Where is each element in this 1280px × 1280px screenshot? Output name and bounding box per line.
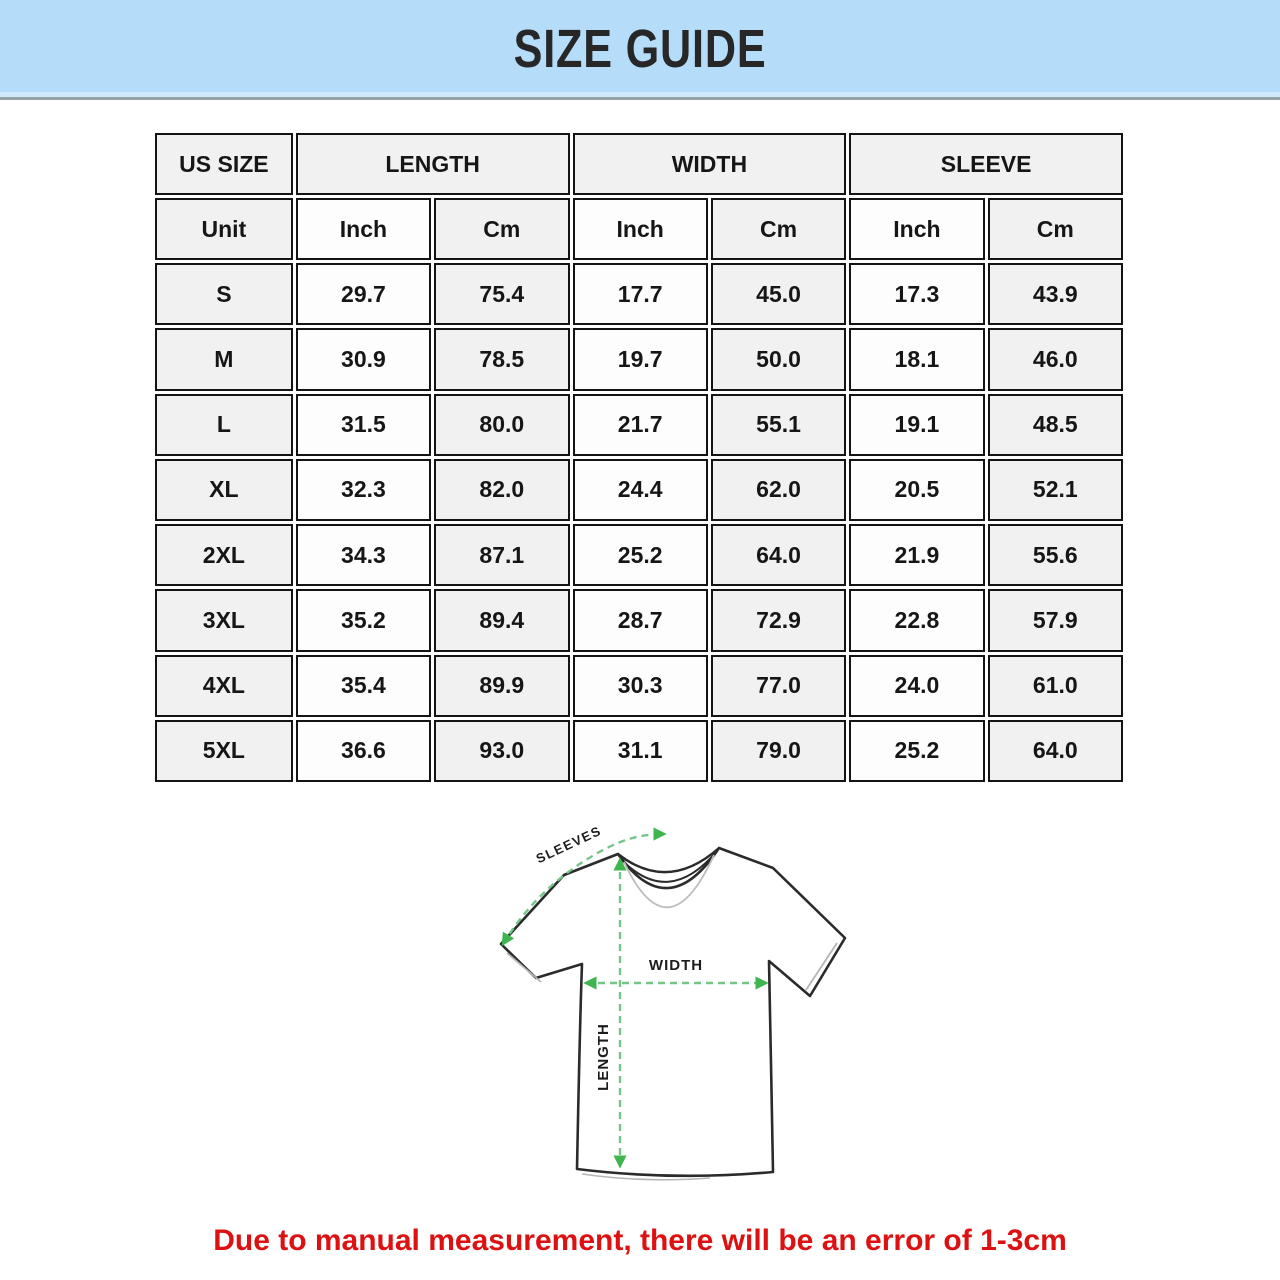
measurement-cell: 55.1	[711, 394, 846, 456]
measurement-cell: 80.0	[434, 394, 569, 456]
unit-cell: Cm	[988, 198, 1123, 260]
table-row-xl	[155, 459, 1123, 521]
measurement-cell: 17.7	[573, 263, 708, 325]
measurement-cell: 48.5	[988, 394, 1123, 456]
unit-cell: Cm	[434, 198, 569, 260]
measurement-cell: 24.4	[573, 459, 708, 521]
length-label: LENGTH	[595, 1023, 612, 1091]
table-header-row	[155, 133, 1123, 195]
unit-row	[155, 198, 1123, 260]
unit-cell: Cm	[711, 198, 846, 260]
measurement-cell: 55.6	[988, 524, 1123, 586]
measurement-cell: 19.1	[849, 394, 984, 456]
unit-cell: Inch	[296, 198, 431, 260]
size-cell: L	[155, 394, 293, 456]
measurement-cell: 24.0	[849, 655, 984, 717]
measurement-cell: 36.6	[296, 720, 431, 782]
measurement-cell: 93.0	[434, 720, 569, 782]
measurement-cell: 79.0	[711, 720, 846, 782]
header-sleeve: SLEEVE	[849, 133, 1123, 195]
measurement-cell: 21.9	[849, 524, 984, 586]
size-cell: 3XL	[155, 589, 293, 651]
measurement-cell: 35.4	[296, 655, 431, 717]
page-title: SIZE GUIDE	[513, 18, 767, 79]
header-width: WIDTH	[573, 133, 847, 195]
measurement-cell: 87.1	[434, 524, 569, 586]
measurement-cell: 22.8	[849, 589, 984, 651]
measurement-cell: 31.5	[296, 394, 431, 456]
measurement-cell: 25.2	[573, 524, 708, 586]
measurement-cell: 62.0	[711, 459, 846, 521]
size-cell: S	[155, 263, 293, 325]
header-us-size: US SIZE	[155, 133, 293, 195]
measurement-cell: 43.9	[988, 263, 1123, 325]
measurement-cell: 34.3	[296, 524, 431, 586]
measurement-cell: 19.7	[573, 328, 708, 390]
measurement-cell: 18.1	[849, 328, 984, 390]
table-row-2xl	[155, 524, 1123, 586]
size-cell: 2XL	[155, 524, 293, 586]
measurement-cell: 32.3	[296, 459, 431, 521]
measurement-cell: 52.1	[988, 459, 1123, 521]
measurement-cell: 45.0	[711, 263, 846, 325]
size-guide-banner	[0, 0, 1280, 100]
size-cell: M	[155, 328, 293, 390]
measurement-cell: 35.2	[296, 589, 431, 651]
measurement-cell: 50.0	[711, 328, 846, 390]
measurement-cell: 25.2	[849, 720, 984, 782]
table-row-l	[155, 394, 1123, 456]
measurement-disclaimer: Due to manual measurement, there will be an error of 1-3cm	[213, 1224, 1067, 1257]
size-cell: 4XL	[155, 655, 293, 717]
table-row-5xl	[155, 720, 1123, 782]
sleeves-label: SLEEVES	[533, 822, 604, 867]
measurement-cell: 46.0	[988, 328, 1123, 390]
measurement-cell: 21.7	[573, 394, 708, 456]
measurement-cell: 82.0	[434, 459, 569, 521]
measurement-cell: 17.3	[849, 263, 984, 325]
size-cell: 5XL	[155, 720, 293, 782]
table-row-s	[155, 263, 1123, 325]
measurement-cell: 89.4	[434, 589, 569, 651]
measurement-cell: 31.1	[573, 720, 708, 782]
measurement-cell: 75.4	[434, 263, 569, 325]
measurement-cell: 64.0	[988, 720, 1123, 782]
measurement-cell: 57.9	[988, 589, 1123, 651]
measurement-cell: 28.7	[573, 589, 708, 651]
measurement-cell: 29.7	[296, 263, 431, 325]
measurement-cell: 61.0	[988, 655, 1123, 717]
size-table	[152, 130, 1126, 785]
measurement-cell: 30.9	[296, 328, 431, 390]
width-label: WIDTH	[648, 957, 704, 974]
measurement-cell: 64.0	[711, 524, 846, 586]
table-row-m	[155, 328, 1123, 390]
measurement-cell: 30.3	[573, 655, 708, 717]
size-cell: XL	[155, 459, 293, 521]
measurement-cell: 77.0	[711, 655, 846, 717]
unit-cell: Inch	[573, 198, 708, 260]
header-length: LENGTH	[296, 133, 570, 195]
measurement-cell: 89.9	[434, 655, 569, 717]
table-row-4xl	[155, 655, 1123, 717]
unit-cell: Inch	[849, 198, 984, 260]
unit-label-cell: Unit	[155, 198, 293, 260]
table-row-3xl	[155, 589, 1123, 651]
tshirt-outline-icon	[501, 848, 845, 1176]
measurement-cell: 20.5	[849, 459, 984, 521]
measurement-cell: 72.9	[711, 589, 846, 651]
tshirt-diagram	[470, 818, 910, 1230]
measurement-cell: 78.5	[434, 328, 569, 390]
